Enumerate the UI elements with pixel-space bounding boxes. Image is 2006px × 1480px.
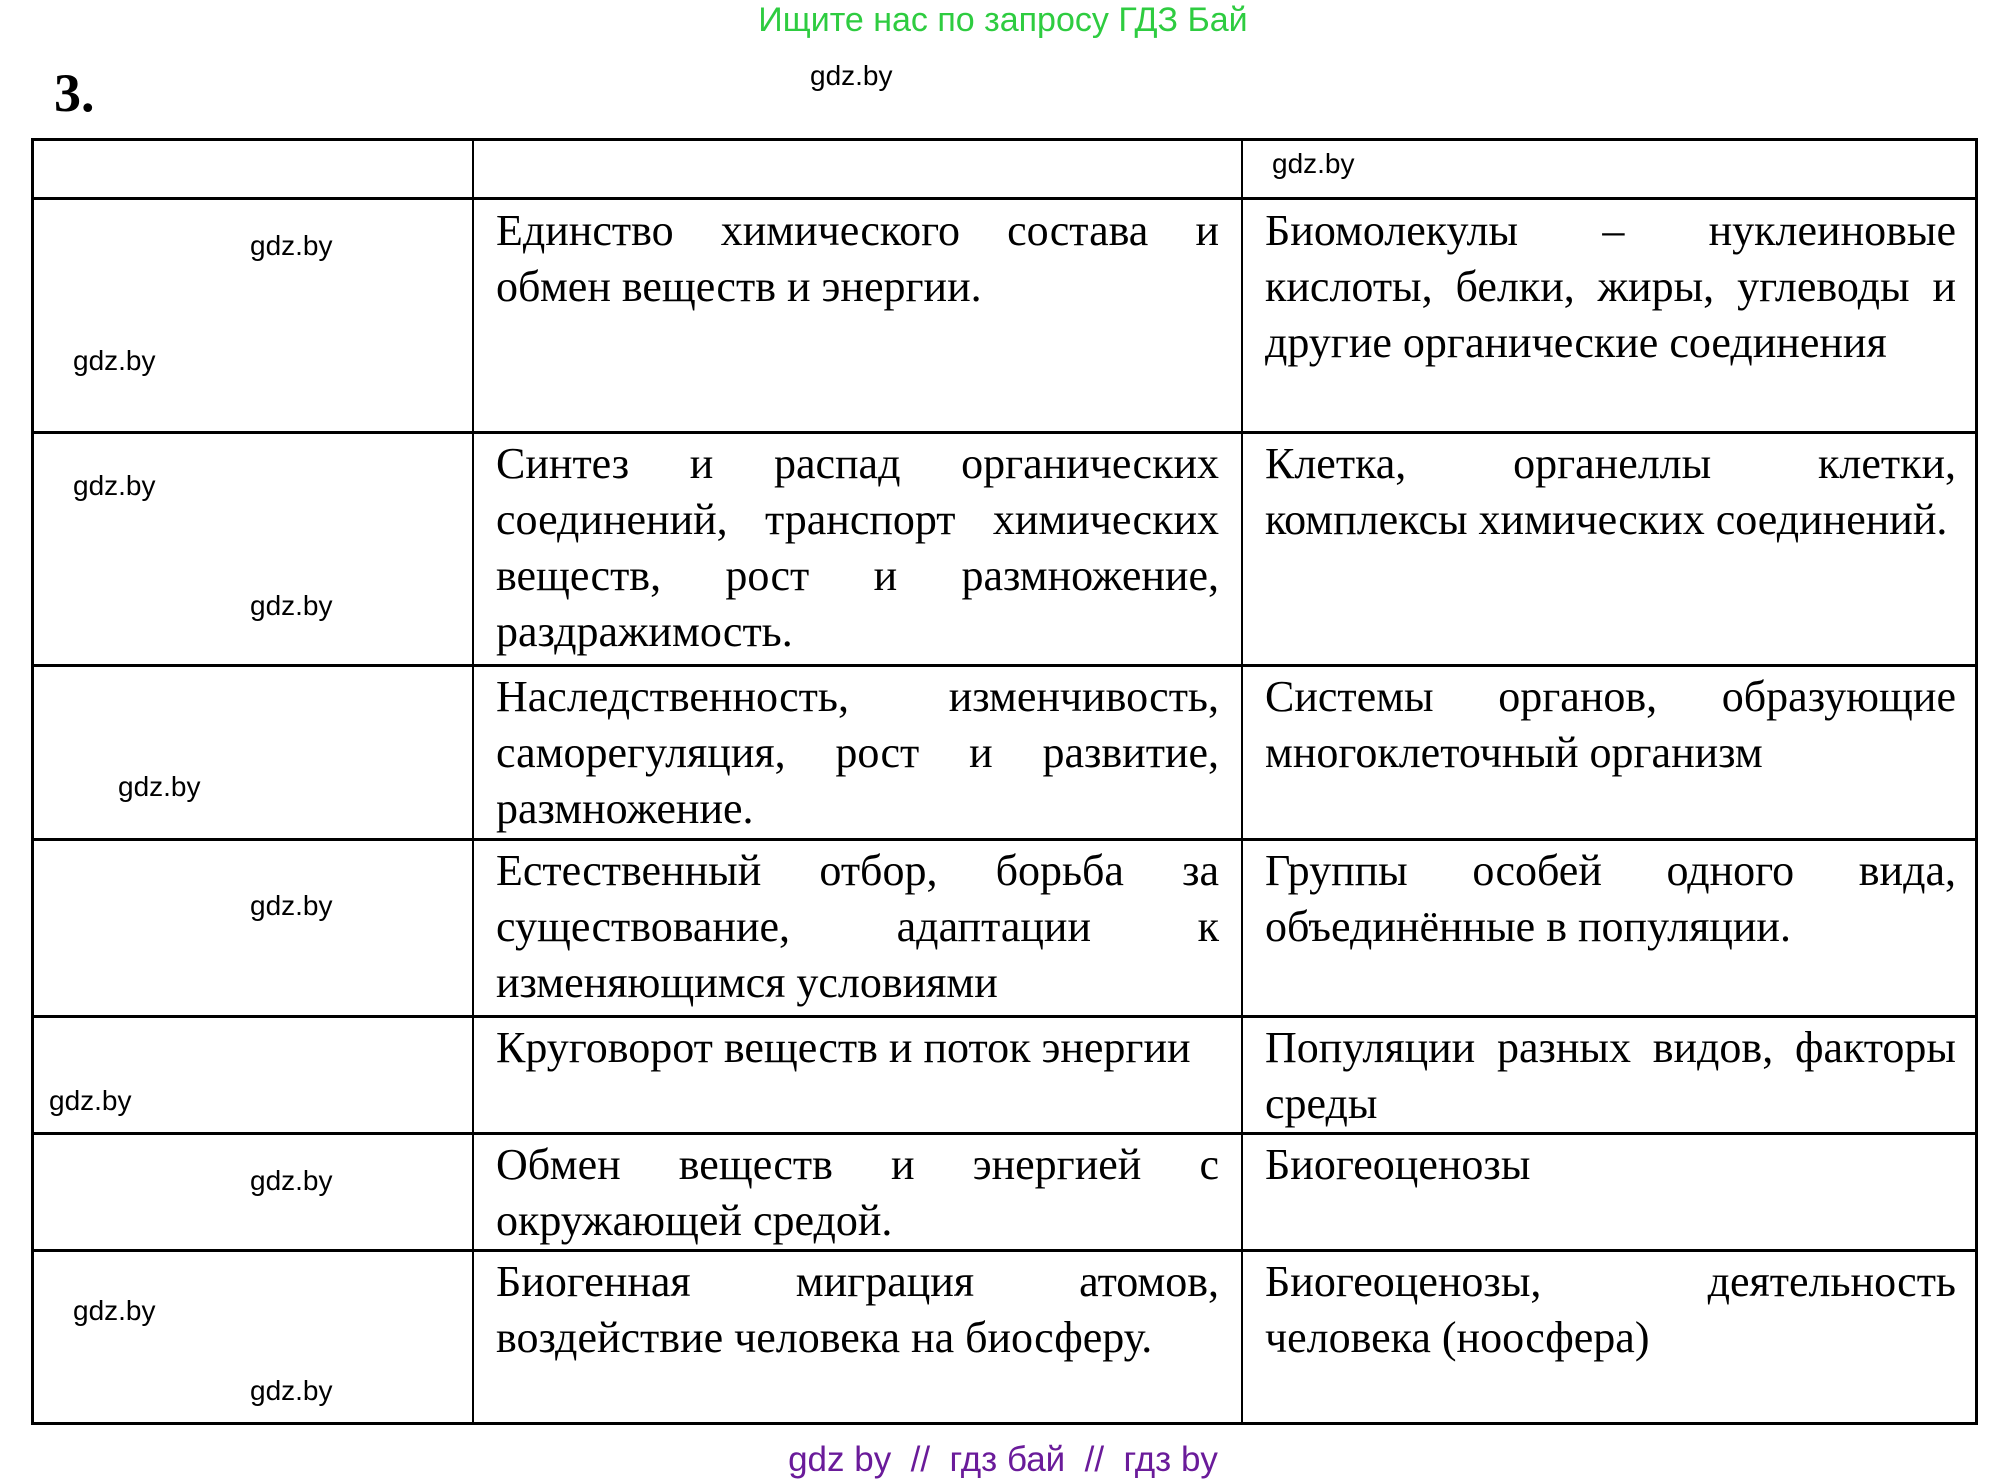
watermark: gdz.by [73,470,156,501]
watermark: gdz.by [250,230,333,261]
watermark: gdz.by [73,1295,156,1326]
watermark: gdz.by [250,1375,333,1406]
table-cell-components: Клетка, органеллы клетки, комплексы химических соединений. [1265,439,1956,544]
table-cell-components: Группы особей одного вида, объединённые в популяции. [1265,846,1956,951]
row-divider [34,197,1975,200]
table-cell-components: Биогеоценозы [1265,1140,1531,1189]
table-cell-process: Обмен веществ и энергией с окружающей средой. [496,1140,1219,1245]
watermark: gdz.by [250,1165,333,1196]
table-cell-process: Единство химического состава и обмен веществ и энергии. [496,206,1219,311]
watermark: gdz.by [250,590,333,621]
watermark: gdz.by [250,890,333,921]
watermark: gdz.by [1272,148,1355,179]
watermark: gdz.by [810,60,893,91]
search-hint-banner: Ищите нас по запросу ГДЗ Бай [758,1,1248,39]
task-number: 3. [54,63,95,123]
table-cell-components: Популяции разных видов, факторы среды [1265,1023,1956,1128]
watermark: gdz.by [73,345,156,376]
watermark: gdz.by [49,1085,132,1116]
table-cell-process: Круговорот веществ и поток энергии [496,1023,1191,1072]
table-cell-components: Биомолекулы – нуклеиновые кислоты, белки, жиры, углеводы и другие органические соединения [1265,206,1956,367]
table-cell-process: Естественный отбор, борьба за существование, адаптации к изменяющимся условиями [496,846,1219,1007]
table-cell-process: Синтез и распад органических соединений, транспорт химических веществ, рост и размножение, раздражимость. [496,439,1219,656]
answer-table [31,138,1978,1425]
table-cell-process: Биогенная миграция атомов, воздействие человека на биосферу. [496,1257,1219,1362]
footer-links: gdz by // гдз бай // гдз by [788,1440,1218,1479]
watermark: gdz.by [118,771,201,802]
table-cell-components: Системы органов, образующие многоклеточный организм [1265,672,1956,777]
table-cell-process: Наследственность, изменчивость, саморегуляция, рост и развитие, размножение. [496,672,1219,833]
table-cell-components: Биогеоценозы, деятельность человека (ноосфера) [1265,1257,1956,1362]
